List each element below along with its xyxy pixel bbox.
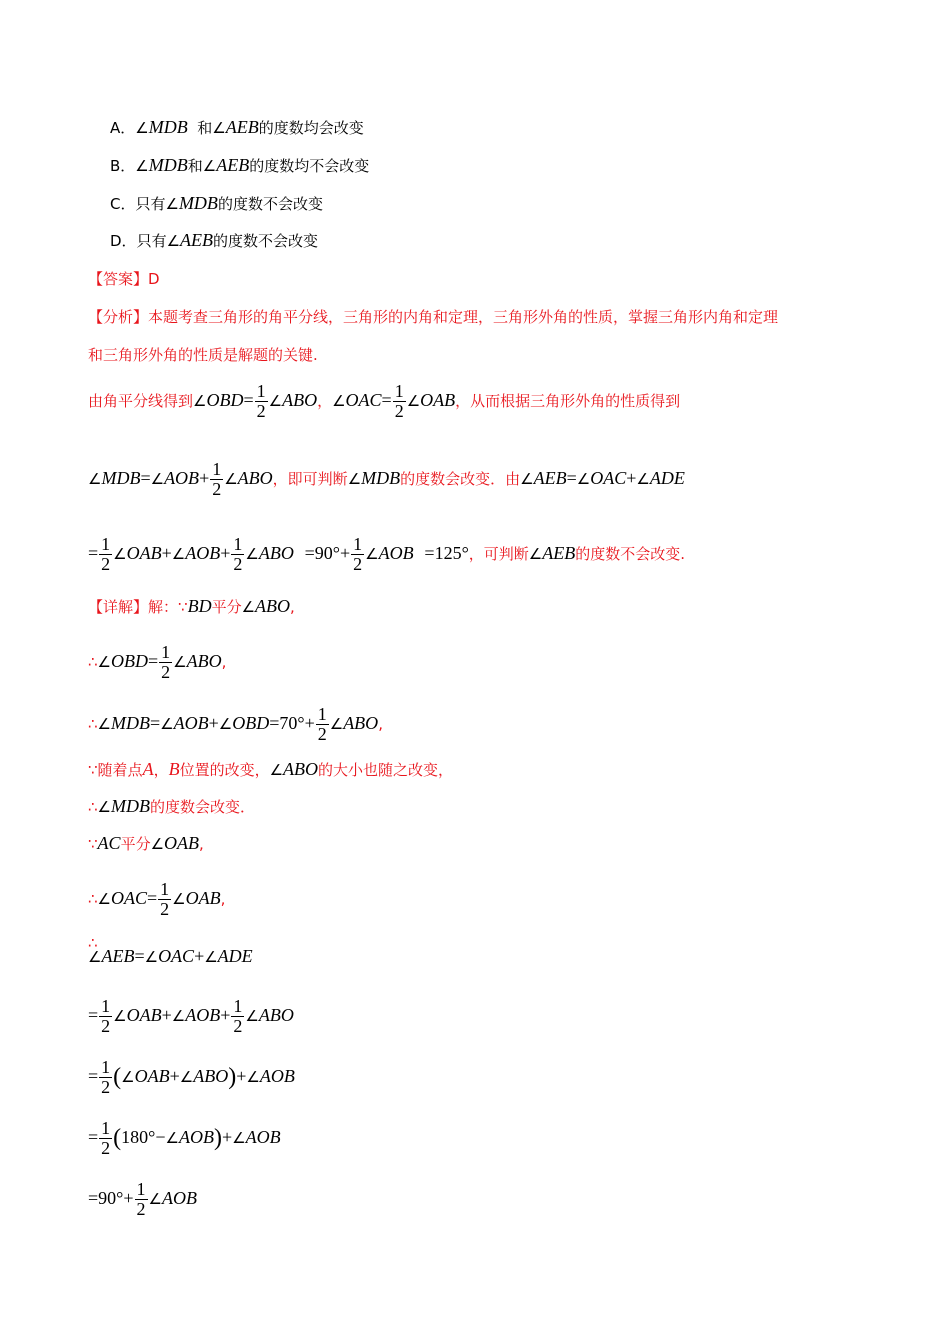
fraction-half: $\frac{1}{2}$ [101,534,111,574]
option-d: D．只有∠AEB的度数不会改变 [110,230,319,250]
fraction-half: $\frac{1}{2}$ [101,1057,111,1097]
analysis-label: 【分析】 [88,308,149,326]
detail-therefore-symbol: ∴ [88,934,98,952]
detail-line-11: = $\frac{1}{2}$ (180°−∠AOB)+∠AOB [88,1118,281,1158]
detail-line-9: = $\frac{1}{2}$ ∠OAB+∠AOB+ $\frac{1}{2}$ ∠ABO [88,996,294,1036]
fraction-half: $\frac{1}{2}$ [161,642,171,682]
analysis-line-2: 和三角形外角的性质是解题的关键. [88,346,318,364]
fraction-half: $\frac{1}{2}$ [101,1118,111,1158]
detail-line-3: ∴∠MDB=∠AOB+∠OBD=70°+ $\frac{1}{2}$ ∠ABO, [88,704,383,744]
option-a: A．∠MDB 和∠AEB的度数均会改变 [110,117,364,137]
detail-line-6: ∵AC平分∠OAB, [88,833,204,853]
detail-line-12: =90°+ $\frac{1}{2}$ ∠AOB [88,1179,197,1219]
option-b: B．∠MDB和∠AEB的度数均不会改变 [110,155,370,175]
option-a-prefix: A． [110,119,136,137]
fraction-half: $\frac{1}{2}$ [136,1179,146,1219]
detail-line-4: ∵随着点A，B位置的改变，∠ABO的大小也随之改变， [88,759,454,779]
fraction-half: $\frac{1}{2}$ [160,879,170,919]
detail-line-1: 【详解】解：∵BD平分∠ABO, [88,596,295,616]
option-c-prefix: C． [110,195,136,213]
answer-line: 【答案】D [88,270,160,288]
analysis-line-3: 由角平分线得到∠OBD= $\frac{1}{2}$ ∠ABO，∠OAC= $\frac{1}{2}$ ∠OAB，从而根据三角形外角的性质得到 [88,381,681,421]
fraction-half: $\frac{1}{2}$ [353,534,363,574]
detail-label: 【详解】 [88,598,149,616]
analysis-line-1: 【分析】本题考查三角形的角平分线，三角形的内角和定理，三角形外角的性质，掌握三角形内角和定理 [88,308,779,326]
fraction-half: $\frac{1}{2}$ [233,996,243,1036]
fraction-half: $\frac{1}{2}$ [101,996,111,1036]
fraction-half: $\frac{1}{2}$ [394,381,404,421]
detail-line-7: ∴∠OAC= $\frac{1}{2}$ ∠OAB, [88,879,226,919]
detail-line-10: = $\frac{1}{2}$ (∠OAB+∠ABO)+∠AOB [88,1057,295,1097]
detail-line-2: ∴∠OBD= $\frac{1}{2}$ ∠ABO, [88,642,227,682]
answer-value: D [148,270,160,288]
detail-line-8: ∠AEB=∠OAC+∠ADE [88,946,253,966]
option-c: C．只有∠MDB的度数不会改变 [110,193,323,213]
detail-line-5: ∴∠MDB的度数会改变． [88,796,256,816]
fraction-half: $\frac{1}{2}$ [212,459,222,499]
option-b-prefix: B． [110,157,136,175]
fraction-half: $\frac{1}{2}$ [256,381,266,421]
analysis-line-5: = $\frac{1}{2}$ ∠OAB+∠AOB+ $\frac{1}{2}$ ∠ABO =90°+ $\frac{1}{2}$ ∠AOB =125°，可判断∠AEB的度数不会改变. [88,534,686,574]
fraction-half: $\frac{1}{2}$ [317,704,327,744]
option-d-prefix: D． [110,232,137,250]
analysis-line-4: ∠MDB=∠AOB+ $\frac{1}{2}$ ∠ABO，即可判断∠MDB的度数会改变．由∠AEB=∠OAC+∠ADE [88,459,685,499]
fraction-half: $\frac{1}{2}$ [233,534,243,574]
